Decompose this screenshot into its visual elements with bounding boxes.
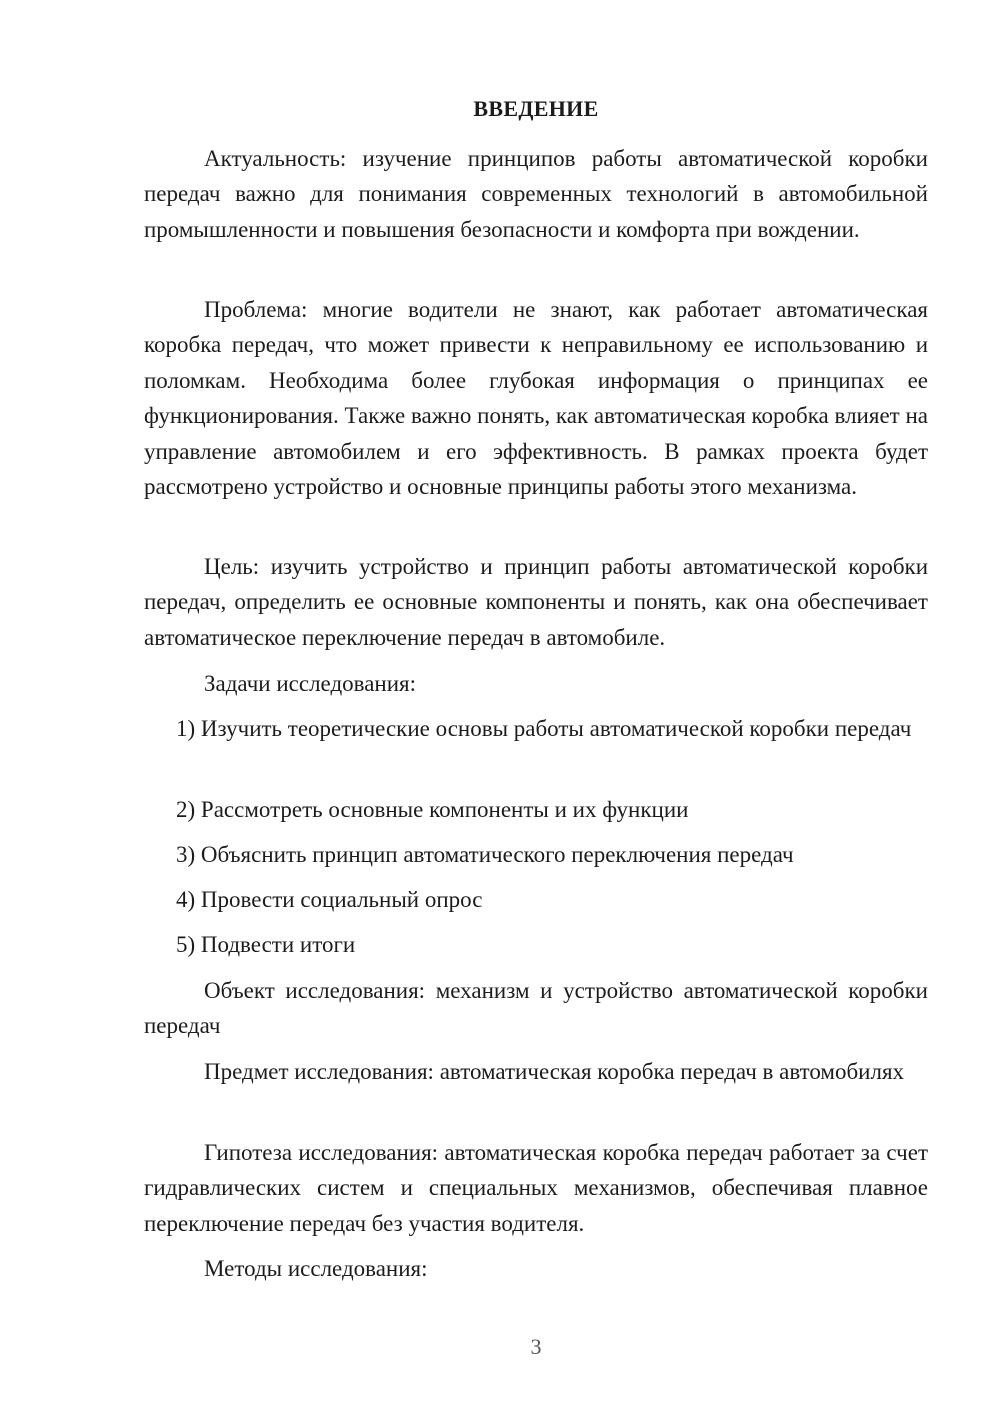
paragraph-hypothesis: Гипотеза исследования: автоматическая коробка передач работает за счет гидравлических систем и специальных механизмов, обеспечивая плавное переключение передач без участия водителя.	[144, 1140, 928, 1236]
paragraph-subject: Предмет исследования: автоматическая коробка передач в автомобилях	[204, 1059, 905, 1084]
page-heading: ВВЕДЕНИЕ	[473, 96, 599, 121]
paragraph-problem: Проблема: многие водители не знают, как работает автоматическая коробка передач, что может привести к неправильному ее использованию и поломкам. Необходима более глубокая информация о принципах ее функционирования. Также важно понять, как автоматическая коробка влияет на управление автомобилем и его эффективность. В рамках проекта будет рассмотрено устройство и основные принципы работы этого механизма.	[144, 297, 928, 500]
paragraph-methods-title: Методы исследования:	[204, 1256, 428, 1281]
paragraph-goal: Цель: изучить устройство и принцип работы автоматической коробки передач, определить ее основные компоненты и понять, как она обеспечивает автоматическое переключение передач в автомобиле.	[144, 554, 928, 650]
task-item-3: 3) Объяснить принцип автоматического переключения передач	[176, 842, 794, 867]
task-item-4: 4) Провести социальный опрос	[176, 887, 483, 912]
paragraph-tasks-title: Задачи исследования:	[204, 671, 417, 696]
paragraph-object: Объект исследования: механизм и устройство автоматической коробки передач	[144, 978, 928, 1039]
task-item-2: 2) Рассмотреть основные компоненты и их функции	[176, 797, 689, 822]
page-number: 3	[530, 1334, 542, 1359]
paragraph-relevance: Актуальность: изучение принципов работы автоматической коробки передач важно для понимания современных технологий в автомобильной промышленности и повышения безопасности и комфорта при вождении.	[144, 146, 928, 242]
task-item-1: 1) Изучить теоретические основы работы автоматической коробки передач	[176, 716, 912, 741]
task-item-5: 5) Подвести итоги	[176, 932, 356, 957]
